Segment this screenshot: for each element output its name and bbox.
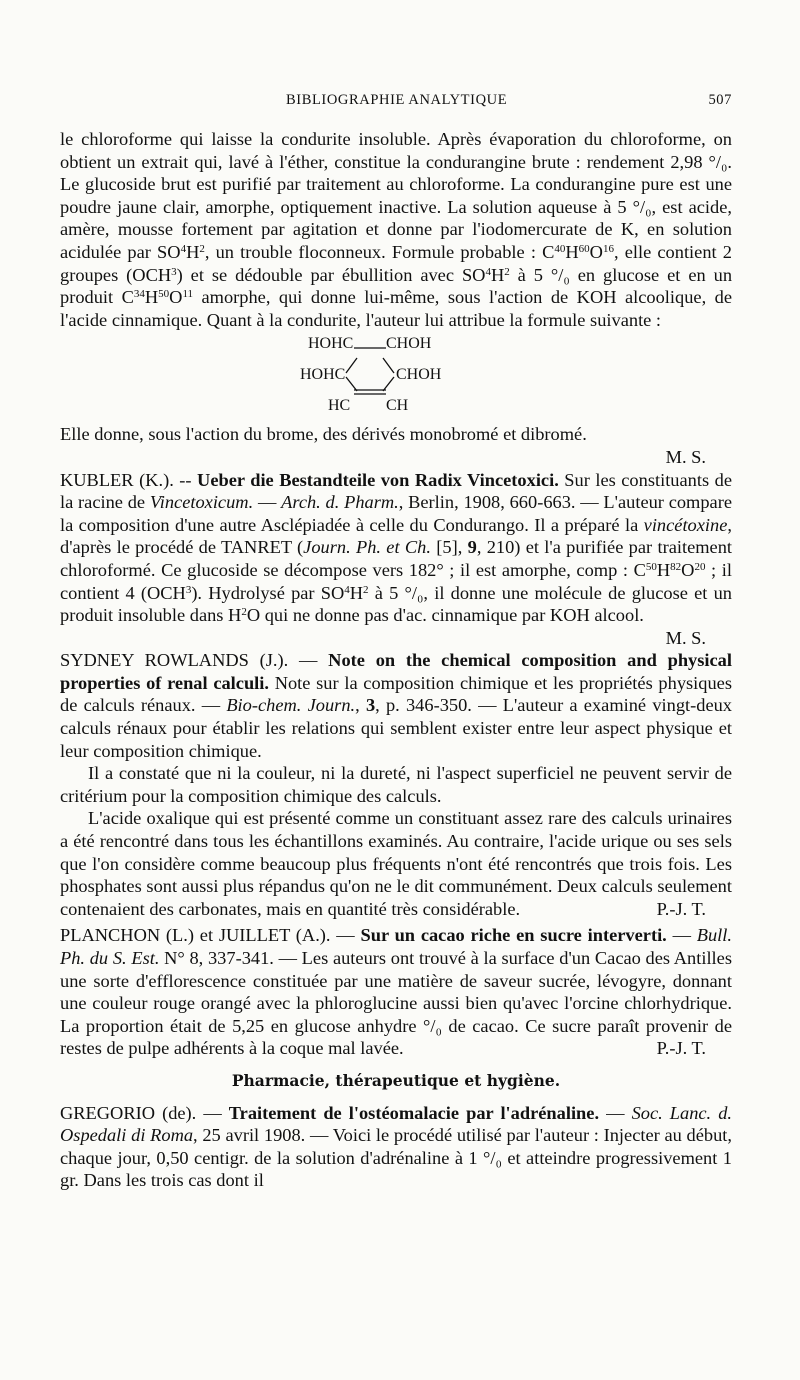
running-title: BIBLIOGRAPHIE ANALYTIQUE bbox=[286, 92, 508, 108]
entry-sydney-paragraph-3: L'acide oxalique qui est présenté comme un constituant assez rare des calculs urinaires a été rencontré dans tous les échantillons examinés. Au contraire, l'acide urique ou ses sels que l'on considère comme beaucoup plus fréquents n'ont été rencontrés que trois fois. Les phosphates sont aussi plus répandus qu'on ne le dit communément. Deux calculs seulement contenaient des carbonates, mais en quantité très considérable. P.-J. T. bbox=[60, 808, 732, 919]
page-header bbox=[60, 92, 732, 112]
page-number: 507 bbox=[708, 92, 732, 108]
body-text bbox=[60, 128, 732, 1192]
entry-planchon-juillet: PLANCHON (L.) et JUILLET (A.). — Sur un cacao riche en sucre interverti. — Bull. Ph. du S. Est. N° 8, 337-341. — Les auteurs ont trouvé à la surface d'un Cacao des Antilles une sorte d'efflorescence constituée par une matière de saveur sucrée, lévogyre, donnant une couleur rouge orangé avec la phloroglucine aussi bien qu'avec l'orcine chlorhydrique. La proportion était de 5,25 en glucose anhydre °/₀ de cacao. Ce sucre paraît provenir de restes de pulpe adhérents à la coque mal lavée. P.-J. T. bbox=[60, 925, 732, 1059]
paragraph-bromine: Elle donne, sous l'action du brome, des dérivés monobromé et dibromé. bbox=[60, 424, 587, 445]
signature-pjt-1: P.-J. T. bbox=[656, 898, 706, 919]
entry-gregorio: GREGORIO (de). — Traitement de l'ostéomalacie par l'adrénaline. — Soc. Lanc. d. Ospedali di Roma, 25 avril 1908. — Voici le procédé utilisé par l'auteur : Injecter au début, chaque jour, 0,50 centigr. de la solution d'adrénaline à 1 °/₀ et atteindre progressivement 1 gr. Dans les trois cas dont il bbox=[60, 1102, 732, 1191]
formula-bottom-right: CH bbox=[386, 397, 409, 415]
entry-sydney-paragraph-2: Il a constaté que ni la couleur, ni la dureté, ni l'aspect superficiel ne peuvent servir de critérium pour la composition chimique des calculs. bbox=[60, 763, 732, 806]
signature-ms-2: M. S. bbox=[665, 627, 706, 648]
formula-top-left: HOHC bbox=[308, 335, 354, 353]
formula-mid-right: CHOH bbox=[396, 366, 442, 384]
section-heading: Pharmacie, thérapeutique et hygiène. bbox=[231, 1070, 561, 1090]
entry-sydney-rowlands: SYDNEY ROWLANDS (J.). — Note on the chemical composition and physical properties of renal calculi. Note sur la composition chimique et les propriétés physiques de calculs rénaux. — Bio-chem. Journ., 3, p. 346-350. — L'auteur a examiné vingt-deux calculs rénaux pour établir les relations qui semblent exister entre leur aspect physique et leur composition chimique. bbox=[60, 650, 732, 761]
signature-ms-1: M. S. bbox=[665, 446, 706, 467]
paragraph-condurangine: le chloroforme qui laisse la condurite insoluble. Après évaporation du chloroforme, on obtient un extrait qui, lavé à l'éther, constitue la condurangine brute : rendement 2,98 °/₀. Le glucoside brut est purifié par traitement au chloroforme. La condurangine pure est une poudre jaune clair, amorphe, optiquement inactive. La solution aqueuse à 5 °/₀, est acide, amère, mousse fortement par agitation et donne par l'iodomercurate de K, en solution acidulée par $SO^4H^2$, un trouble floconneux. Formule probable : $C^{40}H^{60}O^{16}$, elle contient 2 groupes (OCH$^3$) et se dédouble par ébullition avec $SO^4H^2$ à 5 °/₀ en glucose et en un produit $C^{34}H^{50}O^{11}$ amorphe, qui donne lui-même, sous l'action de KOH alcoolique, de l'acide cinnamique. Quant à la condurite, l'auteur lui attribue la formule suivante : bbox=[60, 129, 733, 330]
formula-top-right: CHOH bbox=[386, 335, 432, 353]
signature-pjt-2: P.-J. T. bbox=[656, 1038, 706, 1059]
formula-bottom-left: HC bbox=[328, 397, 351, 415]
formula-mid-left: HOHC bbox=[300, 366, 346, 384]
entry-kubler: KUBLER (K.). -- Ueber die Bestandteile von Radix Vincetoxici. Sur les constituants de la racine de Vincetoxicum. — Arch. d. Pharm., Berlin, 1908, 660-663. — L'auteur compare la composition d'une autre Asclépiadée à celle du Condurango. Il a préparé la vincétoxine, d'après le procédé de TANRET (Journ. Ph. et Ch. [5], 9, 210) et l'a purifiée par traitement chloroformé. Ce glucoside se décompose vers 182° ; il est amorphe, comp : $C^{50}H^{82}O^{20}$ ; il contient 4 (OCH$^3$). Hydrolysé par $SO^4H^2$ à 5 °/₀, il donne une molécule de glucose et un produit insoluble dans $H^2O$ qui ne donne pas d'ac. cinnamique par KOH alcool. bbox=[60, 469, 733, 626]
condurite-structural-formula bbox=[60, 333, 732, 419]
